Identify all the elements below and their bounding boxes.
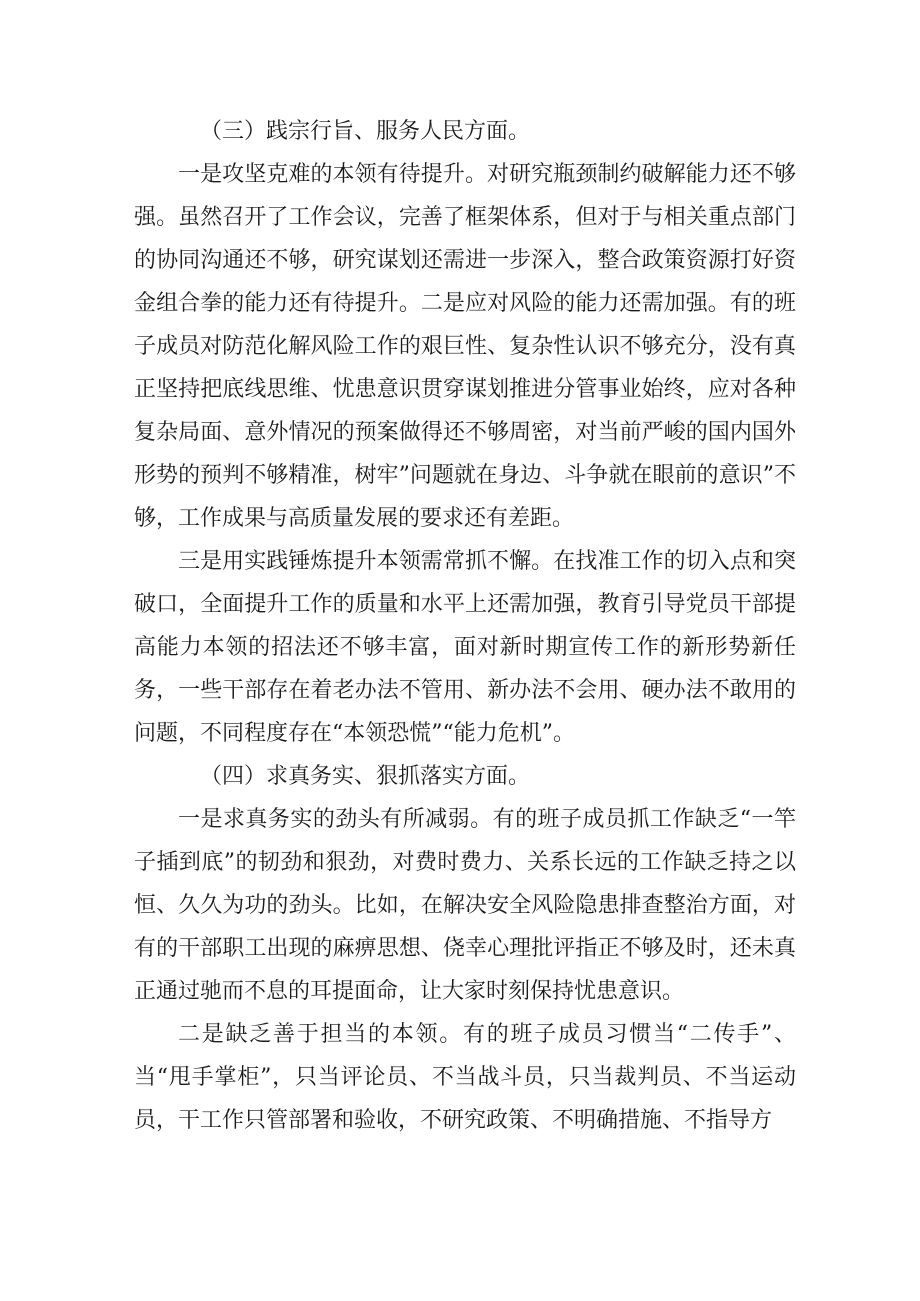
section-heading-4: （四）求真务实、狠抓落实方面。 bbox=[200, 764, 531, 789]
paragraph-3-2: 三是用实践锤炼提升本领需常抓不懈。在找准工作的切入点和突破口，全面提升工作的质量和水平上还需加强，教育引导党员干部提高能力本领的招法还不够丰富，面对新时期宣传工作的新形势新任务，一些干部存在着老办法不管用、新办法不会用、硬办法不敢用的问题，不同程度存在“本领恐慌”“能力危机”。 bbox=[134, 549, 796, 746]
section-heading-3: （三）践宗行旨、服务人民方面。 bbox=[200, 119, 531, 144]
paragraph-3-1: 一是攻坚克难的本领有待提升。对研究瓶颈制约破解能力还不够强。虽然召开了工作会议，完善了框架体系，但对于与相关重点部门的协同沟通还不够，研究谋划还需进一步深入，整合政策资源打好资金组合拳的能力还有待提升。二是应对风险的能力还需加强。有的班子成员对防范化解风险工作的艰巨性、复杂性认识不够充分，没有真正坚持把底线思维、忧患意识贯穿谋划推进分管事业始终，应对各种复杂局面、意外情况的预案做得还不够周密，对当前严峻的国内国外形势的预判不够精准，树牢”问题就在身边、斗争就在眼前的意识”不够，工作成果与高质量发展的要求还有差距。 bbox=[134, 162, 796, 531]
paragraph-4-2: 二是缺乏善于担当的本领。有的班子成员习惯当“二传手”、当“甩手掌柜”，只当评论员、不当战斗员，只当裁判员、不当运动员，干工作只管部署和验收，不研究政策、不明确措施、不指导方 bbox=[134, 1022, 796, 1133]
document-body bbox=[134, 110, 796, 1142]
paragraph-4-1: 一是求真务实的劲头有所减弱。有的班子成员抓工作缺乏“一竿子插到底”的韧劲和狠劲，对费时费力、关系长远的工作缺乏持之以恒、久久为功的劲头。比如，在解决安全风险隐患排查整治方面，对有的干部职工出现的麻痹思想、侥幸心理批评指正不够及时，还未真正通过驰而不息的耳提面命，让大家时刻保持忧患意识。 bbox=[134, 807, 796, 1004]
